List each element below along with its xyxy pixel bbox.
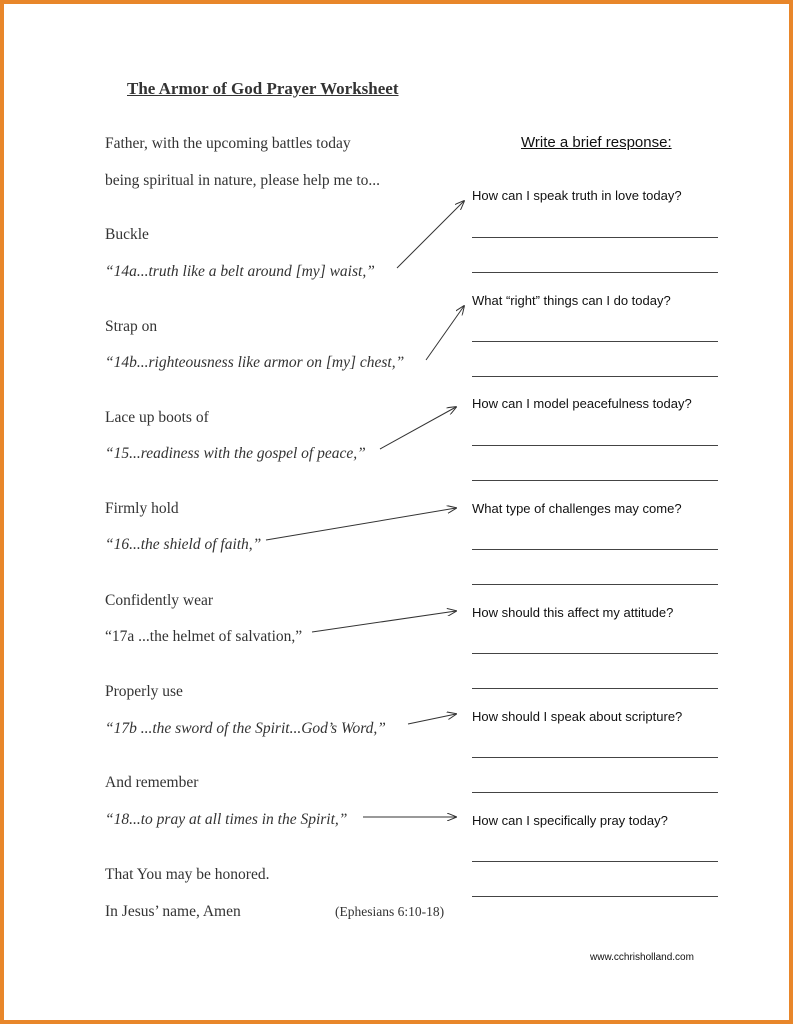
quote-sword: “17b ...the sword of the Spirit...God’s Word,” (105, 720, 386, 737)
verb-lace-up: Lace up boots of (105, 409, 209, 426)
quote-prayer: “18...to pray at all times in the Spirit,” (105, 811, 348, 828)
intro-line-2: being spiritual in nature, please help me to... (105, 172, 381, 189)
website-url: www.cchrisholland.com (590, 952, 694, 963)
page-title: The Armor of God Prayer Worksheet (127, 79, 399, 98)
quote-peace: “15...readiness with the gospel of peace,” (105, 445, 366, 462)
arrow-salvation (312, 611, 456, 632)
verb-confidently-wear: Confidently wear (105, 592, 214, 609)
arrow-righteousness (426, 306, 464, 360)
intro-line-1: Father, with the upcoming battles today (105, 135, 351, 152)
arrow-peace (380, 407, 456, 449)
verb-buckle: Buckle (105, 226, 149, 243)
closing-honored: That You may be honored. (105, 866, 270, 883)
arrow-scripture (408, 714, 456, 724)
quote-truth: “14a...truth like a belt around [my] waist,” (105, 263, 375, 280)
question-prayer: How can I specifically pray today? (472, 813, 668, 828)
arrow-faith (266, 508, 456, 540)
verb-firmly-hold: Firmly hold (105, 500, 179, 517)
quote-faith: “16...the shield of faith,” (105, 536, 262, 553)
response-heading: Write a brief response: (521, 134, 672, 151)
question-peace: How can I model peacefulness today? (472, 396, 692, 411)
quote-righteousness: “14b...righteousness like armor on [my] chest,” (105, 354, 405, 371)
verb-and-remember: And remember (105, 774, 199, 791)
verb-properly-use: Properly use (105, 683, 183, 700)
question-faith: What type of challenges may come? (472, 501, 682, 516)
question-truth: How can I speak truth in love today? (472, 188, 682, 203)
closing-amen: In Jesus’ name, Amen (105, 903, 241, 920)
question-scripture: How should I speak about scripture? (472, 709, 683, 724)
question-righteousness: What “right” things can I do today? (472, 293, 671, 308)
verb-strap-on: Strap on (105, 318, 158, 335)
question-salvation: How should this affect my attitude? (472, 605, 674, 620)
quote-salvation: “17a ...the helmet of salvation,” (105, 628, 303, 645)
arrow-truth (397, 201, 464, 268)
scripture-citation: (Ephesians 6:10-18) (335, 904, 445, 919)
